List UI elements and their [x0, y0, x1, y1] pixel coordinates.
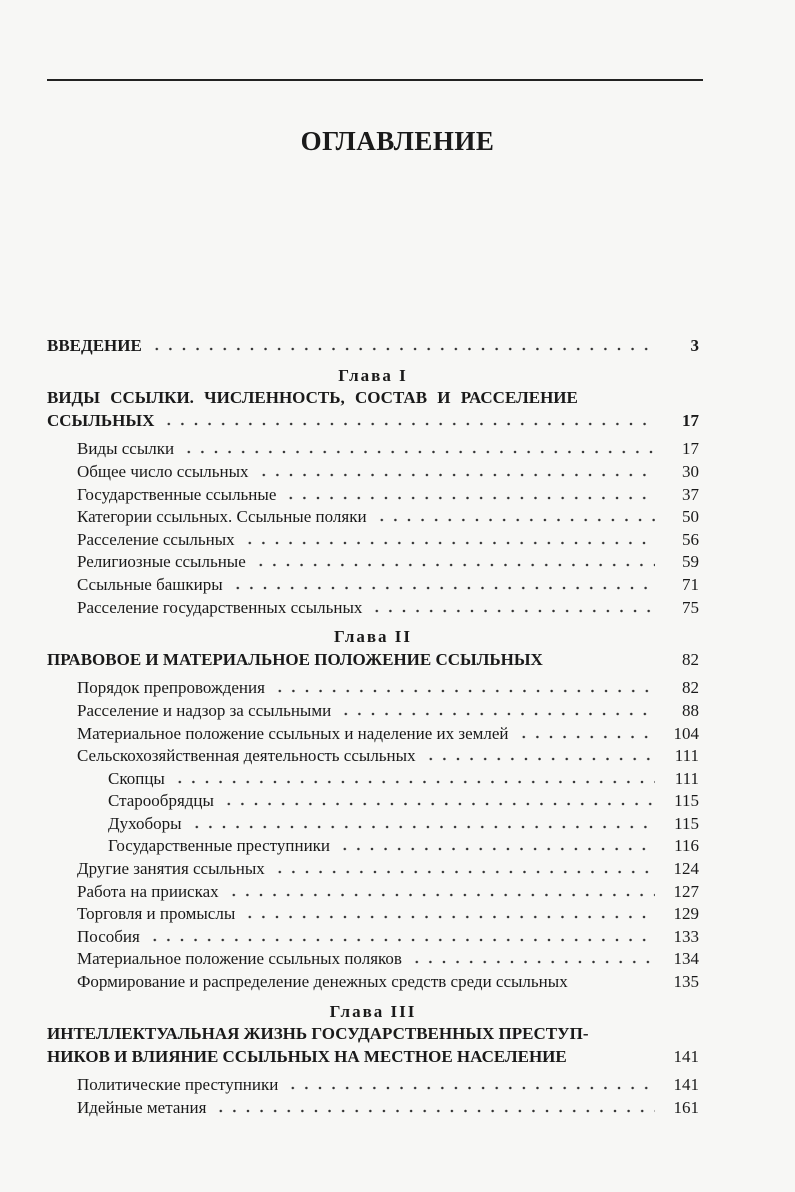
- chapter-label: Глава III: [329, 1001, 417, 1021]
- toc-entry: [47, 597, 699, 620]
- toc-entry: [47, 677, 699, 700]
- chapter-heading-row: [47, 649, 699, 672]
- dot-leader: [517, 729, 655, 739]
- toc-entry: [47, 484, 699, 507]
- page-number: 71: [682, 574, 699, 594]
- toc-entry: [47, 1074, 699, 1097]
- toc-entry: [47, 903, 699, 926]
- page-number: 30: [682, 461, 699, 481]
- page-number: 111: [674, 746, 699, 766]
- dot-leader: [273, 864, 655, 874]
- toc-entry: [47, 506, 699, 529]
- dot-leader: [162, 416, 655, 426]
- page-number: 37: [682, 484, 699, 504]
- toc-entry: [47, 574, 699, 597]
- toc-label: ВВЕДЕНИЕ: [47, 336, 142, 355]
- toc-label: Пособия: [77, 926, 140, 946]
- toc-entry: [47, 745, 699, 768]
- dot-leader: [182, 444, 655, 454]
- toc-label: Государственные ссыльные: [77, 484, 277, 504]
- table-of-contents: [47, 335, 699, 1120]
- page-number: 17: [682, 410, 699, 430]
- page-number: 116: [674, 836, 699, 856]
- page-number: 75: [682, 597, 699, 617]
- dot-leader: [424, 751, 655, 761]
- toc-entry: [47, 723, 699, 746]
- page-number: 59: [682, 552, 699, 572]
- chapter-heading: ПРАВОВОЕ И МАТЕРИАЛЬНОЕ ПОЛОЖЕНИЕ ССЫЛЬНЫХ: [47, 649, 543, 669]
- toc-entry: [47, 926, 699, 949]
- dot-leader: [286, 1080, 655, 1090]
- page-number: 161: [673, 1098, 699, 1117]
- toc-label: Религиозные ссыльные: [77, 552, 246, 572]
- dot-leader: [214, 1103, 655, 1113]
- dot-leader: [338, 841, 655, 851]
- toc-label: Старообрядцы: [108, 791, 214, 811]
- chapter-heading-row: [47, 410, 699, 433]
- chapter-label: Глава I: [338, 365, 408, 385]
- toc-entry: [47, 551, 699, 574]
- chapter-heading-cont: ССЫЛЬНЫХ: [47, 410, 155, 430]
- header-rule: [47, 79, 703, 81]
- page-number: 50: [682, 507, 699, 527]
- chapter-heading-row: [47, 1046, 699, 1069]
- toc-entry: [47, 768, 699, 791]
- page-number: 56: [682, 529, 699, 549]
- toc-label: Порядок препровождения: [77, 678, 265, 698]
- chapter-heading: ВИДЫ ССЫЛКИ. ЧИСЛЕННОСТЬ, СОСТАВ И РАССЕЛЕНИЕ: [47, 388, 578, 408]
- toc-entry: [47, 858, 699, 881]
- toc-entry: [47, 881, 699, 904]
- toc-label: Идейные метания: [77, 1098, 207, 1117]
- toc-label: Категории ссыльных. Ссыльные поляки: [77, 507, 367, 527]
- chapter-heading-cont: НИКОВ И ВЛИЯНИЕ ССЫЛЬНЫХ НА МЕСТНОЕ НАСЕЛЕНИЕ: [47, 1046, 567, 1066]
- dot-leader: [243, 909, 655, 919]
- page-number: 127: [673, 881, 699, 901]
- toc-entry: [47, 971, 699, 994]
- chapter-heading: ИНТЕЛЛЕКТУАЛЬНАЯ ЖИЗНЬ ГОСУДАРСТВЕННЫХ ПРЕСТУП-: [47, 1024, 589, 1044]
- toc-label: Виды ссылки: [77, 439, 175, 459]
- toc-label: Другие занятия ссыльных: [77, 859, 265, 879]
- page-number: 129: [673, 904, 699, 924]
- page-number: 133: [673, 926, 699, 946]
- page-number: 104: [673, 723, 699, 743]
- page-number: 115: [674, 791, 699, 811]
- toc-label: Расселение ссыльных: [77, 529, 235, 549]
- dot-leader: [254, 557, 655, 567]
- toc-label: Материальное положение ссыльных и наделение их землей: [77, 723, 509, 743]
- toc-entry: [47, 813, 699, 836]
- toc-entry: [47, 948, 699, 971]
- toc-label: Ссыльные башкиры: [77, 574, 223, 594]
- toc-label: Сельскохозяйственная деятельность ссыльных: [77, 746, 416, 766]
- toc-label: Духоборы: [108, 813, 182, 833]
- dot-leader: [375, 512, 655, 522]
- chapter-label: Глава II: [333, 627, 413, 647]
- toc-entry: [47, 790, 699, 813]
- dot-leader: [173, 774, 655, 784]
- dot-leader: [190, 819, 655, 829]
- dot-leader: [227, 887, 655, 897]
- toc-label: Расселение и надзор за ссыльными: [77, 700, 332, 720]
- page-number: 135: [673, 972, 699, 992]
- page-number: 82: [682, 678, 699, 698]
- toc-entry: [47, 1097, 699, 1120]
- page-title: ОГЛАВЛЕНИЕ: [300, 126, 495, 156]
- toc-label: Общее число ссыльных: [77, 461, 249, 481]
- toc-label: Расселение государственных ссыльных: [77, 597, 363, 617]
- toc-label: Торговля и промыслы: [77, 904, 236, 924]
- dot-leader: [148, 932, 655, 942]
- toc-entry: [47, 835, 699, 858]
- dot-leader: [273, 683, 655, 693]
- page-number: 88: [682, 700, 699, 720]
- page-number: 17: [682, 439, 699, 459]
- dot-leader: [410, 954, 655, 964]
- toc-entry-intro: [47, 335, 699, 358]
- page-number: 124: [673, 859, 699, 879]
- page-number: 141: [673, 1046, 699, 1066]
- dot-leader: [284, 490, 655, 500]
- toc-label: Работа на приисках: [77, 881, 219, 901]
- dot-leader: [231, 580, 655, 590]
- toc-entry: [47, 461, 699, 484]
- dot-leader: [150, 341, 655, 351]
- page-number: 3: [690, 336, 699, 355]
- dot-leader: [243, 535, 655, 545]
- page-number: 115: [674, 813, 699, 833]
- toc-label: Скопцы: [108, 768, 165, 788]
- dot-leader: [257, 467, 655, 477]
- dot-leader: [370, 603, 655, 613]
- toc-entry: [47, 529, 699, 552]
- toc-label: Государственные преступники: [108, 836, 331, 856]
- toc-entry: [47, 700, 699, 723]
- dot-leader: [222, 796, 655, 806]
- toc-label: Материальное положение ссыльных поляков: [77, 949, 402, 969]
- page-number: 134: [673, 949, 699, 969]
- toc-entry: [47, 438, 699, 461]
- toc-label: Формирование и распределение денежных средств среди ссыльных: [77, 972, 568, 992]
- dot-leader: [339, 706, 655, 716]
- page-number: 111: [674, 768, 699, 788]
- toc-label: Политические преступники: [77, 1075, 279, 1095]
- page-number: 82: [682, 649, 699, 669]
- page-number: 141: [673, 1075, 699, 1095]
